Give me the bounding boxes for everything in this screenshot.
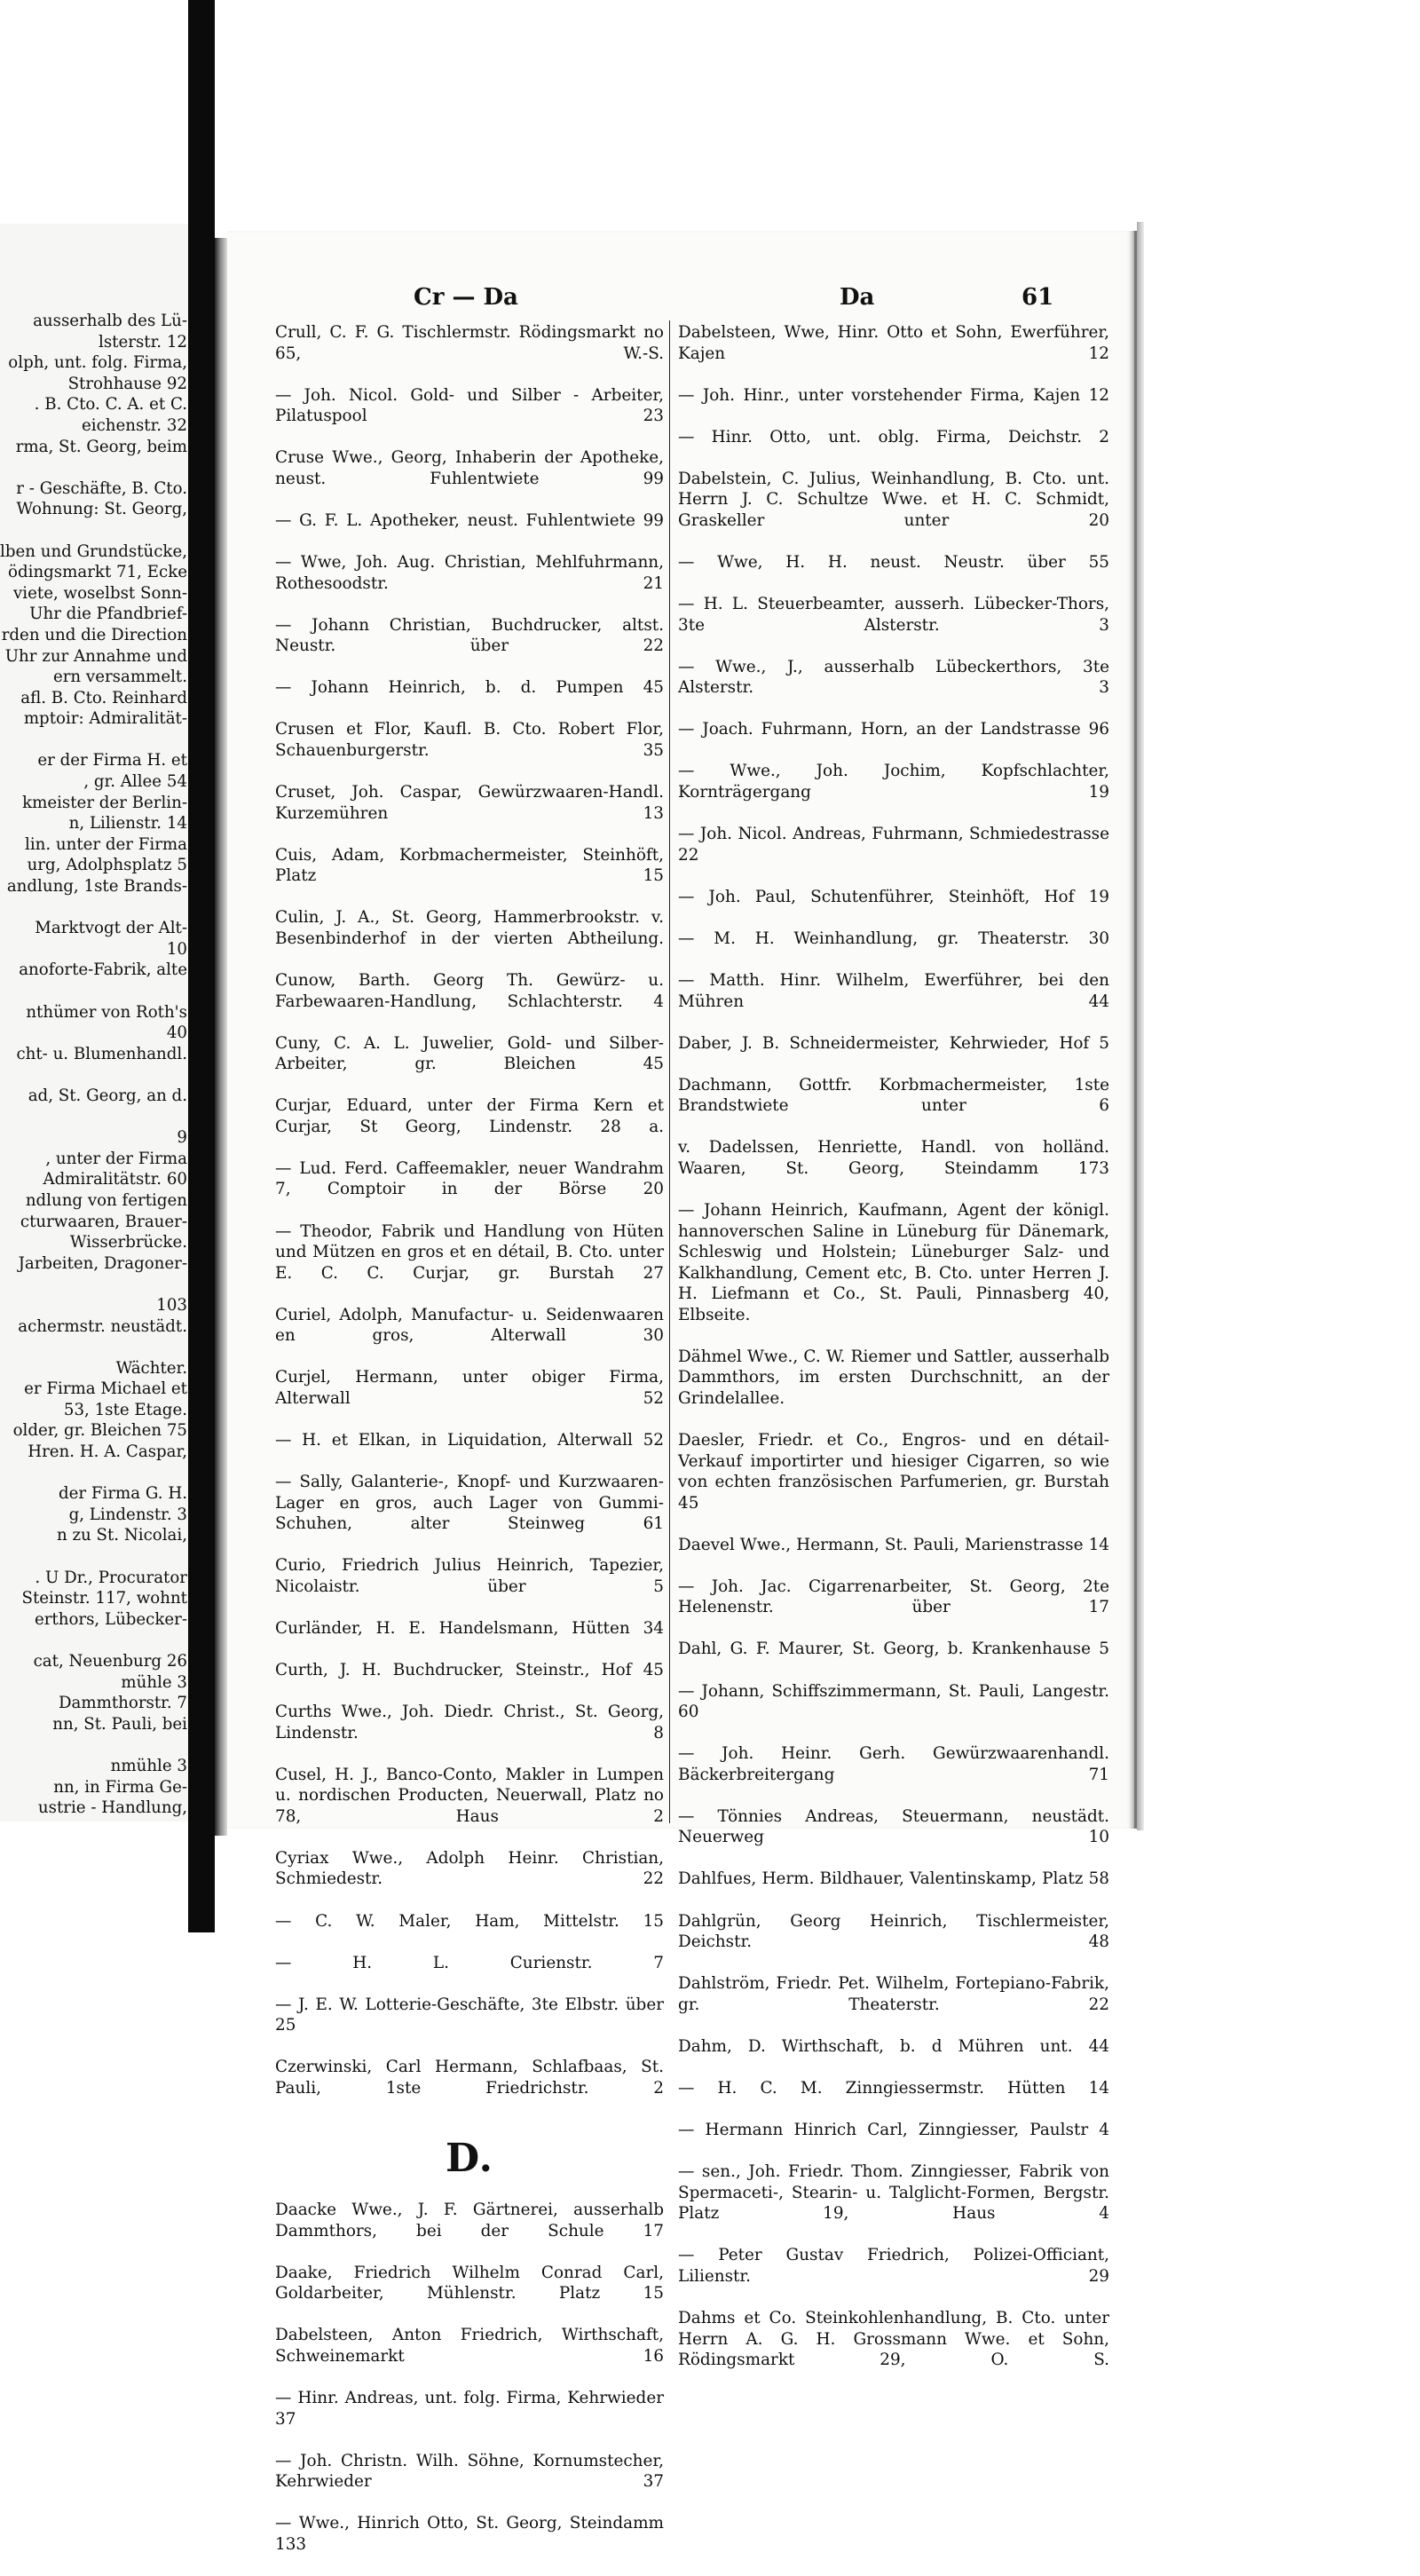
directory-entry: Curths Wwe., Joh. Diedr. Christ., St. Georg, Lindenstr. 8 bbox=[275, 1703, 664, 1742]
fragment-line: n, Lilienstr. 14 bbox=[68, 814, 187, 834]
fragment-line: nmühle 3 bbox=[110, 1756, 187, 1775]
directory-entry: — G. F. L. Apotheker, neust. Fuhlentwiete 99 bbox=[275, 510, 664, 530]
directory-entry: Dahlfues, Herm. Bildhauer, Valentinskamp, Platz 58 bbox=[678, 1869, 1109, 1889]
directory-entry: — Joh. Paul, Schutenführer, Steinhöft, Hof 19 bbox=[678, 887, 1109, 906]
fragment-line: lin. unter der Firma bbox=[25, 834, 187, 854]
fragment-line: Steinstr. 117, wohnt bbox=[21, 1589, 187, 1608]
left-column-entries bbox=[275, 322, 664, 2120]
directory-entry: Curländer, H. E. Handelsmann, Hütten 34 bbox=[275, 1618, 664, 1638]
directory-entry: Curth, J. H. Buchdrucker, Steinstr., Hof 45 bbox=[275, 1661, 664, 1679]
directory-entry: — H. L. Curienstr. 7 bbox=[275, 1953, 664, 1972]
fragment-line: older, gr. Bleichen 75 bbox=[12, 1421, 187, 1441]
directory-entry: — Joh. Heinr. Gerh. Gewürzwaarenhandl. Bäckerbreitergang 71 bbox=[678, 1744, 1109, 1784]
directory-entry: — H. et Elkan, in Liquidation, Alterwall 52 bbox=[275, 1430, 664, 1450]
directory-entry: Dahm, D. Wirthschaft, b. d Mühren unt. 44 bbox=[678, 2036, 1109, 2056]
page-number: 61 bbox=[1022, 284, 1054, 311]
fragment-line bbox=[0, 730, 187, 751]
fragment-line: olph, unt. folg. Firma, bbox=[8, 353, 187, 373]
directory-entry: Daacke Wwe., J. F. Gärtnerei, ausserhalb Dammthors, bei der Schule 17 bbox=[275, 2201, 664, 2240]
fragment-line: nn, in Firma Ge- bbox=[53, 1777, 187, 1797]
page-edge bbox=[1137, 222, 1144, 1830]
directory-entry: — Lud. Ferd. Caffeemakler, neuer Wandrahm 7, Comptoir in der Börse 20 bbox=[275, 1158, 664, 1199]
directory-entry: — Matth. Hinr. Wilhelm, Ewerführer, bei den Mühren 44 bbox=[678, 970, 1109, 1011]
directory-entry: Cusel, H. J., Banco-Conto, Makler in Lumpen u. nordischen Producten, Neuerwall, Platz no 78, Haus 2 bbox=[275, 1765, 664, 1826]
fragment-line: Hren. H. A. Caspar, bbox=[28, 1442, 187, 1462]
fragment-line: achermstr. neustädt. bbox=[18, 1316, 187, 1336]
fragment-line bbox=[0, 897, 187, 919]
fragment-line: eichenstr. 32 bbox=[82, 415, 187, 435]
directory-entry: Dabelsteen, Wwe, Hinr. Otto et Sohn, Ewerführer, Kajen 12 bbox=[678, 323, 1109, 363]
fragment-line: 40 bbox=[166, 1023, 187, 1043]
fragment-line: ausserhalb des Lü- bbox=[33, 312, 187, 330]
directory-page bbox=[227, 231, 1137, 2554]
directory-entry: — Joh. Jac. Cigarrenarbeiter, St. Georg, 2te Helenenstr. über 17 bbox=[678, 1576, 1109, 1617]
right-column bbox=[678, 322, 1109, 2391]
fragment-line: mühle 3 bbox=[121, 1672, 187, 1692]
previous-page-fragment bbox=[0, 224, 200, 1821]
directory-entry: — Wwe., Joh. Jochim, Kopfschlachter, Kornträgergang 19 bbox=[678, 762, 1109, 802]
directory-entry: — Joh. Hinr., unter vorstehender Firma, Kajen 12 bbox=[678, 385, 1109, 405]
directory-entry: — Sally, Galanterie-, Knopf- und Kurzwaaren-Lager en gros, auch Lager von Gummi-Schuhen, alter Steinweg 61 bbox=[275, 1473, 664, 1534]
fragment-line: , gr. Allee 54 bbox=[83, 772, 187, 792]
directory-entry: — Joh. Christn. Wilh. Söhne, Kornumstecher, Kehrwieder 37 bbox=[275, 2451, 664, 2492]
fragment-line: Admiralitätstr. 60 bbox=[43, 1170, 187, 1189]
fragment-line: Wohnung: St. Georg, bbox=[16, 500, 187, 519]
directory-entry: Dähmel Wwe., C. W. Riemer und Sattler, ausserhalb Dammthors, im ersten Durchschnitt, an der Grindelallee. bbox=[678, 1347, 1109, 1408]
fragment-line: rma, St. Georg, beim bbox=[15, 437, 187, 456]
directory-entry: Cuis, Adam, Korbmachermeister, Steinhöft, Platz 15 bbox=[275, 845, 664, 886]
directory-entry: — H. L. Steuerbeamter, ausserh. Lübecker-Thors, 3te Alsterstr. 3 bbox=[678, 595, 1109, 635]
directory-entry: Daber, J. B. Schneidermeister, Kehrwieder, Hof 5 bbox=[678, 1033, 1109, 1053]
fragment-line: lben und Grundstücke, bbox=[0, 541, 187, 561]
fragment-line: ad, St. Georg, an d. bbox=[28, 1086, 187, 1105]
fragment-line: afl. B. Cto. Reinhard bbox=[20, 688, 187, 707]
directory-entry: v. Dadelssen, Henriette, Handl. von holländ. Waaren, St. Georg, Steindamm 173 bbox=[678, 1138, 1109, 1178]
fragment-line: 53, 1ste Etage. bbox=[63, 1400, 187, 1419]
directory-entry: — Joach. Fuhrmann, Horn, an der Landstrasse 96 bbox=[678, 720, 1109, 739]
directory-entry: Daake, Friedrich Wilhelm Conrad Carl, Goldarbeiter, Mühlenstr. Platz 15 bbox=[275, 2263, 664, 2303]
fragment-line: ödingsmarkt 71, Ecke bbox=[8, 563, 187, 582]
directory-entry: — Johann, Schiffszimmermann, St. Pauli, Langestr. 60 bbox=[678, 1681, 1109, 1722]
right-column-entries bbox=[678, 322, 1109, 2391]
fragment-line bbox=[0, 1274, 187, 1295]
directory-entry: Daesler, Friedr. et Co., Engros- und en détail-Verkauf importirter und hiesiger Cigarren, so wie von echten französischen Parfumerien, gr. Burstah 45 bbox=[678, 1430, 1109, 1513]
fragment-line: cturwaaren, Brauer- bbox=[20, 1212, 187, 1231]
left-column-entries-d bbox=[275, 2200, 664, 2576]
fragment-line: Strohhause 92 bbox=[67, 374, 187, 393]
fragment-line: Dammthorstr. 7 bbox=[58, 1694, 187, 1713]
fragment-line: Uhr die Pfandbrief- bbox=[29, 604, 187, 624]
fragment-line: Uhr zur Annahme und bbox=[4, 646, 187, 666]
fragment-line: . U Dr., Procurator bbox=[35, 1568, 187, 1587]
fragment-line bbox=[0, 1337, 187, 1358]
directory-entry: — Peter Gustav Friedrich, Polizei-Officiant, Lilienstr. 29 bbox=[678, 2246, 1109, 2286]
fragment-line: lsterstr. 12 bbox=[99, 332, 187, 352]
fragment-line: ndlung von fertigen bbox=[25, 1190, 187, 1210]
directory-entry: — Theodor, Fabrik und Handlung von Hüten und Mützen en gros et en détail, B. Cto. unter E. C. C. Curjar, gr. Burstah 27 bbox=[275, 1221, 664, 1283]
running-head-right: Da bbox=[840, 284, 875, 311]
binding-gutter bbox=[188, 0, 215, 1932]
directory-entry: Crull, C. F. G. Tischlermstr. Rödingsmarkt no 65, W.-S. bbox=[275, 323, 664, 363]
directory-entry: — J. E. W. Lotterie-Geschäfte, 3te Elbstr. über 25 bbox=[275, 1995, 664, 2035]
fragment-line: Wächter. bbox=[115, 1358, 187, 1378]
fragment-line: g, Lindenstr. 3 bbox=[68, 1505, 187, 1524]
directory-entry: Dabelsteen, Anton Friedrich, Wirthschaft, Schweinemarkt 16 bbox=[275, 2326, 664, 2366]
directory-entry: — Wwe, H. H. neust. Neustr. über 55 bbox=[678, 553, 1109, 573]
fragment-line: Wisserbrücke. bbox=[69, 1233, 187, 1252]
fragment-line bbox=[0, 1734, 187, 1756]
directory-entry: Curio, Friedrich Julius Heinrich, Tapezier, Nicolaistr. über 5 bbox=[275, 1556, 664, 1596]
directory-entry: — Hermann Hinrich Carl, Zinngiesser, Paulstr 4 bbox=[678, 2121, 1109, 2140]
fragment-line: viete, woselbst Sonn- bbox=[13, 583, 187, 603]
fragment-line: n zu St. Nicolai, bbox=[56, 1526, 187, 1545]
directory-entry: Culin, J. A., St. Georg, Hammerbrookstr. v. Besenbinderhof in der vierten Abtheilung. bbox=[275, 908, 664, 948]
directory-entry: — Joh. Nicol. Andreas, Fuhrmann, Schmiedestrasse 22 bbox=[678, 825, 1109, 865]
fragment-line: er Firma Michael et bbox=[24, 1379, 187, 1399]
directory-entry: — C. W. Maler, Ham, Mittelstr. 15 bbox=[275, 1911, 664, 1931]
fragment-line: 9 bbox=[177, 1128, 187, 1148]
fragment-line: cat, Neuenburg 26 bbox=[33, 1652, 187, 1671]
fragment-line: nn, St. Pauli, bei bbox=[52, 1714, 187, 1734]
directory-entry: — Johann Christian, Buchdrucker, altst. Neustr. über 22 bbox=[275, 615, 664, 656]
directory-entry: — Wwe., Hinrich Otto, St. Georg, Steindamm 133 bbox=[275, 2514, 664, 2554]
directory-entry: Cunow, Barth. Georg Th. Gewürz- u. Farbewaaren-Handlung, Schlachterstr. 4 bbox=[275, 970, 664, 1011]
directory-entry: Curjar, Eduard, unter der Firma Kern et Curjar, St Georg, Lindenstr. 28 a. bbox=[275, 1096, 664, 1136]
directory-entry: Cyriax Wwe., Adolph Heinr. Christian, Schmiedestr. 22 bbox=[275, 1848, 664, 1889]
directory-entry: Dahlgrün, Georg Heinrich, Tischlermeister, Deichstr. 48 bbox=[678, 1911, 1109, 1952]
fragment-line: nthümer von Roth's bbox=[26, 1002, 187, 1022]
fragment-line: urg, Adolphsplatz 5 bbox=[27, 856, 187, 875]
directory-entry: Cruse Wwe., Georg, Inhaberin der Apotheke, neust. Fuhlentwiete 99 bbox=[275, 448, 664, 488]
fragment-line: der Firma G. H. bbox=[59, 1484, 187, 1504]
page-fold-shadow bbox=[215, 238, 227, 1836]
directory-entry: — Joh. Nicol. Gold- und Silber - Arbeiter, Pilatuspool 23 bbox=[275, 385, 664, 426]
directory-entry: Curjel, Hermann, unter obiger Firma, Alterwall 52 bbox=[275, 1368, 664, 1408]
directory-entry: — Hinr. Andreas, unt. folg. Firma, Kehrwieder 37 bbox=[275, 2388, 664, 2429]
fragment-line bbox=[0, 1546, 187, 1568]
directory-entry: — sen., Joh. Friedr. Thom. Zinngiesser, Fabrik von Spermaceti-, Stearin- u. Talglicht-Formen, Bergstr. Platz 19, Haus 4 bbox=[678, 2162, 1109, 2224]
fragment-line bbox=[0, 1064, 187, 1086]
fragment-line bbox=[0, 1107, 187, 1128]
directory-entry: Cuny, C. A. L. Juwelier, Gold- und Silber-Arbeiter, gr. Bleichen 45 bbox=[275, 1033, 664, 1074]
directory-entry: Czerwinski, Carl Hermann, Schlafbaas, St. Pauli, 1ste Friedrichstr. 2 bbox=[275, 2058, 664, 2098]
directory-entry: — M. H. Weinhandlung, gr. Theaterstr. 30 bbox=[678, 928, 1109, 948]
fragment-line bbox=[0, 981, 187, 1002]
fragment-line bbox=[0, 1463, 187, 1484]
fragment-line: kmeister der Berlin- bbox=[22, 793, 187, 812]
fragment-line: Jarbeiten, Dragoner- bbox=[18, 1253, 187, 1273]
fragment-line bbox=[0, 1630, 187, 1651]
fragment-line: mptoir: Admiralität- bbox=[23, 709, 187, 729]
fragment-line: r - Geschäfte, B. Cto. bbox=[16, 478, 187, 498]
fragment-line bbox=[0, 520, 187, 541]
fragment-line: rden und die Direction bbox=[1, 625, 187, 644]
fragment-line: 10 bbox=[166, 939, 187, 959]
directory-entry: Dachmann, Gottfr. Korbmachermeister, 1ste Brandstwiete unter 6 bbox=[678, 1075, 1109, 1116]
directory-entry: — Wwe., J., ausserhalb Lübeckerthors, 3te Alsterstr. 3 bbox=[678, 657, 1109, 698]
fragment-line: erthors, Lübecker- bbox=[34, 1609, 187, 1629]
fragment-line: ern versammelt. bbox=[52, 668, 187, 687]
fragment-line: . B. Cto. C. A. et C. bbox=[34, 395, 187, 415]
directory-entry: Dahl, G. F. Maurer, St. Georg, b. Krankenhause 5 bbox=[678, 1640, 1109, 1659]
directory-entry: — Johann Heinrich, b. d. Pumpen 45 bbox=[275, 678, 664, 698]
fragment-line: cht- u. Blumenhandl. bbox=[16, 1044, 187, 1063]
fragment-line: er der Firma H. et bbox=[37, 751, 187, 770]
column-divider bbox=[669, 320, 670, 1823]
fragment-line: Marktvogt der Alt- bbox=[35, 919, 187, 938]
previous-page-text bbox=[0, 311, 187, 1819]
fragment-line: anoforte-Fabrik, alte bbox=[19, 960, 187, 980]
running-head-left: Cr — Da bbox=[414, 284, 518, 311]
directory-entry: Dahlström, Friedr. Pet. Wilhelm, Fortepiano-Fabrik, gr. Theaterstr. 22 bbox=[678, 1974, 1109, 2014]
directory-entry: Daevel Wwe., Hermann, St. Pauli, Marienstrasse 14 bbox=[678, 1535, 1109, 1554]
directory-entry: Cruset, Joh. Caspar, Gewürzwaaren-Handl. Kurzemühren 13 bbox=[275, 783, 664, 823]
fragment-line: , unter der Firma bbox=[45, 1149, 187, 1168]
directory-entry: Crusen et Flor, Kaufl. B. Cto. Robert Flor, Schauenburgerstr. 35 bbox=[275, 720, 664, 760]
directory-entry: Curiel, Adolph, Manufactur- u. Seidenwaaren en gros, Alterwall 30 bbox=[275, 1305, 664, 1346]
section-letter: D. bbox=[446, 2136, 493, 2182]
left-column bbox=[275, 322, 664, 2576]
directory-entry: Dabelstein, C. Julius, Weinhandlung, B. Cto. unt. Herrn J. C. Schultze Wwe. et H. C. Schmidt, Graskeller unter 20 bbox=[678, 469, 1109, 530]
directory-entry: — Tönnies Andreas, Steuermann, neustädt. Neuerweg 10 bbox=[678, 1806, 1109, 1847]
fragment-line: ustrie - Handlung, bbox=[37, 1798, 187, 1818]
fragment-line: 103 bbox=[156, 1295, 187, 1315]
fragment-line: andlung, 1ste Brands- bbox=[6, 877, 187, 897]
directory-entry: Dahms et Co. Steinkohlenhandlung, B. Cto. unter Herrn A. G. H. Grossmann Wwe. et Sohn, Rödingsmarkt 29, O. S. bbox=[678, 2308, 1109, 2370]
directory-entry: — H. C. M. Zinngiessermstr. Hütten 14 bbox=[678, 2078, 1109, 2098]
fragment-line bbox=[0, 457, 187, 478]
directory-entry: — Hinr. Otto, unt. oblg. Firma, Deichstr. 2 bbox=[678, 427, 1109, 446]
directory-entry: — Wwe, Joh. Aug. Christian, Mehlfuhrmann, Rothesoodstr. 21 bbox=[275, 553, 664, 593]
directory-entry: — Johann Heinrich, Kaufmann, Agent der königl. hannoverschen Saline in Lüneburg für Dänemark, Schleswig und Holstein; Lüneburger Salz- und Kalkhandlung, Cement etc, B. Cto. unter Herren J. H. Liefmann et Co., St. Pauli, Pinnasberg 40, Elbseite. bbox=[678, 1200, 1109, 1324]
